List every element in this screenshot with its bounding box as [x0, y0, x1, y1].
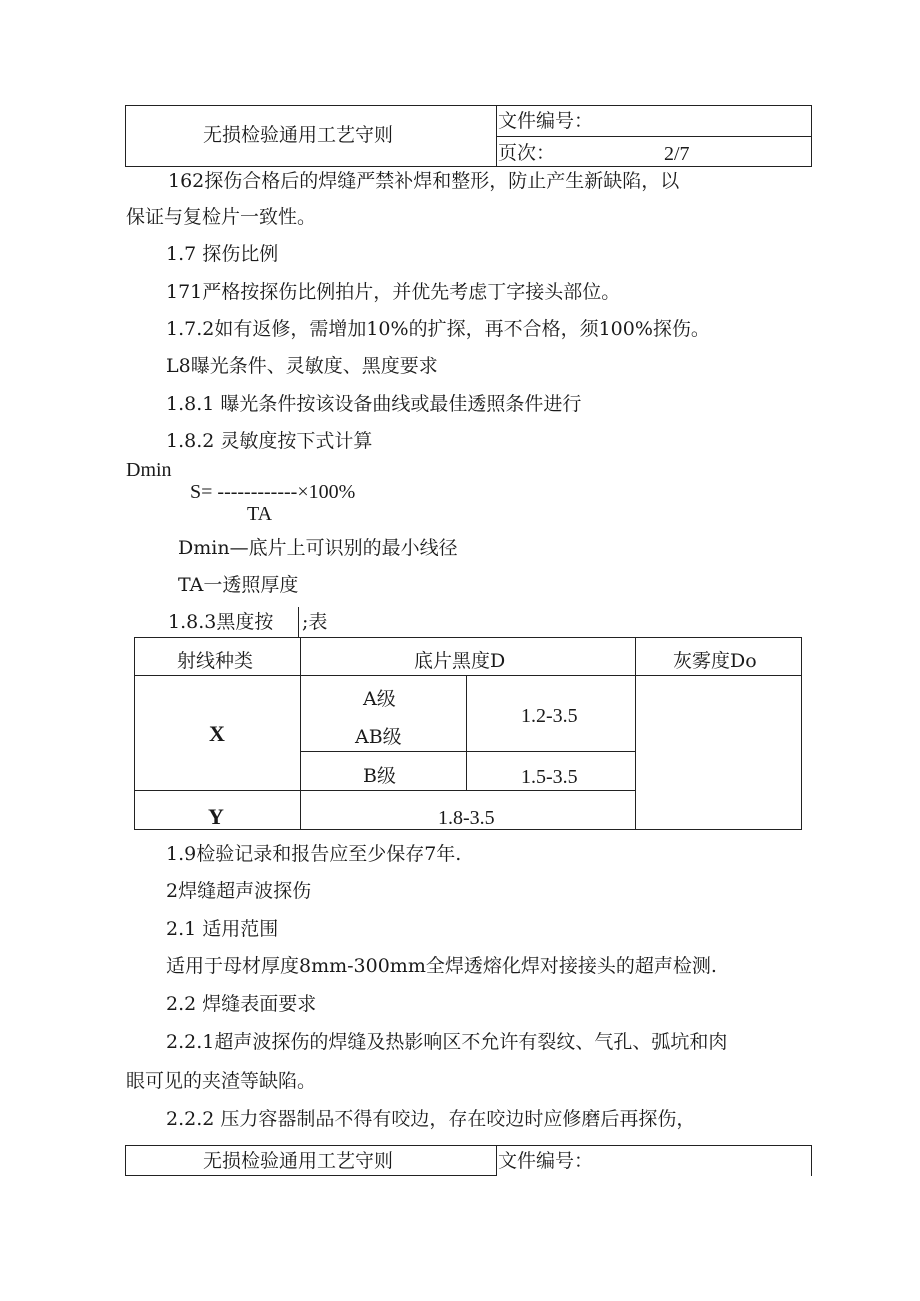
definition-dmin: Dmin—底片上可识别的最小线径: [178, 537, 458, 559]
grade-a: A级: [363, 688, 396, 710]
heading-1-8: L8曝光条件、灵敏度、黑度要求: [166, 355, 438, 377]
table-header-fog-density: 灰雾度Do: [673, 650, 757, 672]
range-y: 1.8-3.5: [438, 807, 495, 829]
paragraph-1-8-3-suffix: ;表: [302, 611, 328, 633]
next-header-title: 无损检验通用工艺守则: [203, 1150, 394, 1172]
formula-numerator: Dmin: [126, 459, 172, 481]
paragraph-1-6-2-line2: 保证与复检片一致性。: [126, 206, 317, 228]
ray-type-x: X: [209, 721, 225, 746]
heading-2-2: 2.2 焊缝表面要求: [166, 993, 317, 1015]
page-label: 页次：: [498, 142, 556, 164]
paragraph-1-8-2: 1.8.2 灵敏度按下式计算: [166, 430, 373, 452]
next-doc-number-label: 文件编号：: [498, 1150, 594, 1172]
table-header-film-density: 底片黑度D: [414, 650, 506, 672]
heading-2-1: 2.1 适用范围: [166, 918, 279, 940]
header-title: 无损检验通用工艺守则: [203, 124, 394, 146]
definition-ta: TA一透照厚度: [178, 574, 299, 596]
grade-ab: AB级: [355, 726, 402, 748]
paragraph-1-9: 1.9检验记录和报告应至少保存7年.: [166, 843, 462, 865]
doc-number-label: 文件编号：: [498, 110, 594, 132]
ray-type-y: Y: [208, 804, 224, 829]
paragraph-2-2-1-line1: 2.2.1超声波探伤的焊缝及热影响区不允许有裂纹、气孔、弧坑和肉: [166, 1031, 728, 1053]
table-header-ray-type: 射线种类: [177, 650, 254, 672]
range-b: 1.5-3.5: [521, 766, 578, 788]
paragraph-2-2-2: 2.2.2 压力容器制品不得有咬边，存在咬边时应修磨后再探伤，: [166, 1108, 696, 1130]
range-a-ab: 1.2-3.5: [521, 705, 578, 727]
paragraph-1-7-2: 1.7.2如有返修，需增加10%的扩探，再不合格，须100%探伤。: [166, 318, 710, 340]
formula-denominator: TA: [247, 503, 273, 525]
paragraph-2-1: 适用于母材厚度8mm-300mm全焊透熔化焊对接接头的超声检测.: [166, 955, 717, 977]
page-number: 2/7: [664, 143, 690, 165]
heading-2: 2焊缝超声波探伤: [166, 880, 312, 902]
paragraph-1-8-1: 1.8.1 曝光条件按该设备曲线或最佳透照条件进行: [166, 393, 582, 415]
paragraph-2-2-1-line2: 眼可见的夹渣等缺陷。: [126, 1070, 317, 1092]
paragraph-1-7-1: 171严格按探伤比例拍片，并优先考虑丁字接头部位。: [166, 281, 621, 303]
paragraph-1-8-3-label: 1.8.3黑度按: [168, 611, 274, 633]
heading-1-7: 1.7 探伤比例: [166, 243, 279, 265]
formula-expression: S= ------------×100%: [190, 481, 356, 503]
paragraph-1-6-2-line1: 162探伤合格后的焊缝严禁补焊和整形，防止产生新缺陷，以: [168, 170, 680, 192]
grade-b: B级: [363, 765, 396, 787]
